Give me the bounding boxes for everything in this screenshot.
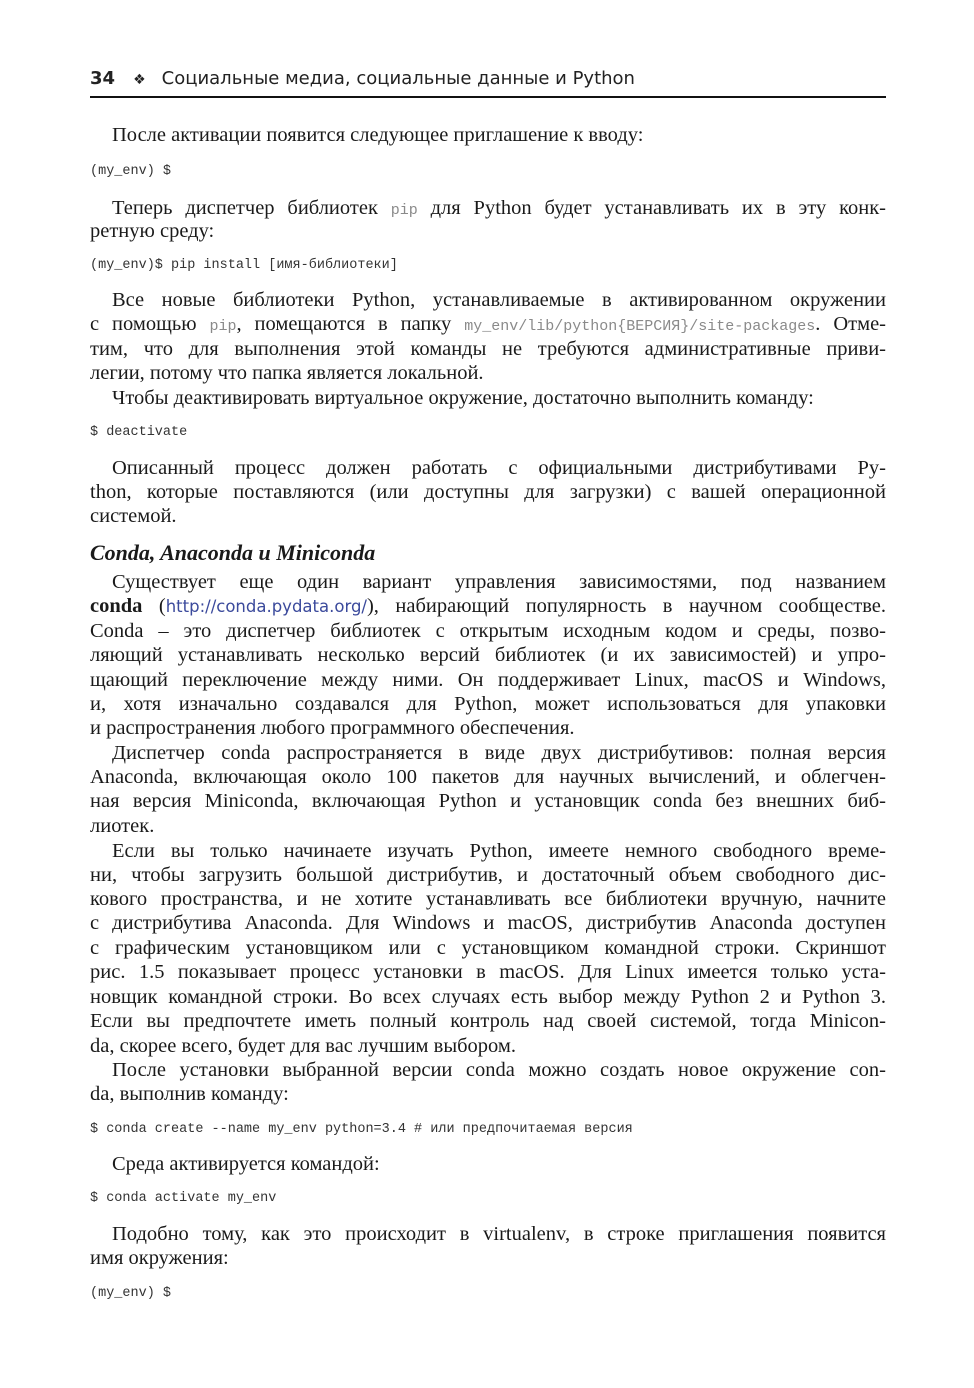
paragraph-line: [90, 692, 886, 716]
text-run: новщик командной строки. Во всех случаях есть выбор между Python 2 и Python 3.: [90, 986, 886, 1008]
text-run: с графическим установщиком или с установщиком командной строки. Скриншот: [90, 937, 886, 959]
code-line: [90, 421, 886, 445]
text-run: thon, которые поставляются (или доступны для загрузки) с вашей операционной: [90, 481, 886, 503]
text-run: ни, чтобы загрузить большой дистрибутив, и достаточный объем свободного дис-: [90, 864, 886, 886]
paragraph-line: [90, 1246, 886, 1270]
text-run: Если вы предпочтете иметь полный контроль над своей системой, тогда Minicon-: [90, 1010, 886, 1032]
text-run: (my_env) $: [90, 1286, 172, 1301]
text-run: Существует еще один вариант управления зависимостями, под названием: [112, 571, 886, 593]
running-header: [90, 68, 886, 96]
page-number: 34: [90, 68, 116, 89]
text-run: и распространения любого программного обеспечения.: [90, 717, 575, 739]
text-run: Описанный процесс должен работать с официальными дистрибутивами Py-: [112, 457, 886, 479]
text-run: тим, что для выполнения этой команды не требуются административные приви-: [90, 338, 886, 360]
bold-term: conda: [90, 595, 143, 617]
paragraph-line: [90, 936, 886, 960]
inline-code: my_env/lib/python{ВЕРСИЯ}/site-packages: [464, 318, 816, 335]
ornament-icon: ❖: [133, 72, 146, 88]
text-run: ), набирающий популярность в научном сообществе.: [366, 595, 886, 617]
code-line: [90, 254, 886, 278]
text-run: (my_env) $: [90, 164, 172, 179]
text-run: системой.: [90, 505, 177, 527]
text-run: Conda – это диспетчер библиотек с открытым исходным кодом и среды, позво-: [90, 620, 886, 642]
paragraph-line: [90, 219, 886, 243]
text-run: Теперь диспетчер библиотек: [112, 197, 391, 219]
paragraph-line: [90, 960, 886, 984]
running-title: Социальные медиа, социальные данные и Python: [161, 68, 635, 89]
paragraph-line: [90, 288, 886, 312]
paragraph-line: [90, 1058, 886, 1082]
paragraph-line: [90, 594, 886, 618]
paragraph-line: [90, 985, 886, 1009]
text-run: (my_env)$ pip install [имя-библиотеки]: [90, 258, 398, 273]
inline-code: pip: [390, 202, 418, 219]
paragraph-line: [90, 361, 886, 385]
paragraph-line: [90, 480, 886, 504]
paragraph-line: [90, 643, 886, 667]
paragraph-line: [90, 765, 886, 789]
paragraph-line: [90, 814, 886, 838]
paragraph-line: [90, 570, 886, 594]
paragraph-line: [90, 863, 886, 887]
paragraph-line: [90, 123, 886, 147]
paragraph-line: [90, 337, 886, 361]
text-run: (: [142, 595, 166, 617]
text-run: Все новые библиотеки Python, устанавливаемые в активированном окружении: [112, 289, 886, 311]
text-run: лиотек.: [90, 815, 155, 837]
text-run: щающий переключение между ними. Он поддерживает Linux, macOS и Windows,: [90, 669, 886, 691]
text-run: После установки выбранной версии conda можно создать новое окружение con-: [112, 1059, 886, 1081]
paragraph-line: [90, 312, 886, 336]
text-run: Если вы только начинаете изучать Python, имеете немного свободного време-: [112, 840, 886, 862]
text-run: кового пространства, и не хотите устанавливать все библиотеки вручную, начните: [90, 888, 886, 910]
paragraph-line: [90, 1009, 886, 1033]
section-heading: [90, 541, 886, 565]
paragraph-line: [90, 456, 886, 480]
paragraph-line: [90, 1152, 886, 1176]
paragraph-line: [90, 196, 886, 220]
text-run: Подобно тому, как это происходит в virtualenv, в строке приглашения появится: [112, 1223, 886, 1245]
paragraph-line: [90, 1222, 886, 1246]
paragraph-line: [90, 1034, 886, 1058]
header-rule: [90, 96, 886, 98]
text-run: da, выполнив команду:: [90, 1083, 289, 1105]
paragraph-line: [90, 716, 886, 740]
text-run: , помещаются в папку: [236, 313, 465, 335]
text-run: Среда активируется командой:: [112, 1153, 380, 1175]
paragraph-line: [90, 386, 886, 410]
paragraph-line: [90, 504, 886, 528]
text-run: ретную среду:: [90, 220, 215, 242]
paragraph-line: [90, 619, 886, 643]
paragraph-line: [90, 741, 886, 765]
text-run: и, хотя изначально создавался для Python, может использоваться для упаковки: [90, 693, 886, 715]
text-run: ляющий устанавливать несколько версий библиотек (и их зависимостей) и упро-: [90, 644, 886, 666]
text-run: рис. 1.5 показывает процесс установки в macOS. Для Linux имеется только уста-: [90, 961, 886, 983]
code-line: [90, 160, 886, 184]
paragraph-line: [90, 789, 886, 813]
text-run: Диспетчер conda распространяется в виде двух дистрибутивов: полная версия: [112, 742, 886, 764]
text-run: $ deactivate: [90, 425, 188, 440]
text-run: имя окружения:: [90, 1247, 229, 1269]
text-run: da, скорее всего, будет для вас лучшим выбором.: [90, 1035, 516, 1057]
text-run: $ conda activate my_env: [90, 1191, 277, 1206]
paragraph-line: [90, 911, 886, 935]
paragraph-line: [90, 887, 886, 911]
text-run: После активации появится следующее приглашение к вводу:: [112, 124, 644, 146]
code-line: [90, 1187, 886, 1211]
paragraph-line: [90, 668, 886, 692]
text-run: легии, потому что папка является локальной.: [90, 362, 484, 384]
text-run: с помощью: [90, 313, 210, 335]
code-line: [90, 1282, 886, 1306]
text-run: с дистрибутива Anaconda. Для Windows и macOS, дистрибутив Anaconda доступен: [90, 912, 886, 934]
text-run: ная версия Miniconda, включающая Python и установщик conda без внешних биб-: [90, 790, 886, 812]
code-line: [90, 1118, 886, 1142]
conda-link[interactable]: http://conda.pydata.org/: [165, 597, 367, 616]
text-run: Anaconda, включающая около 100 пакетов для научных вычислений, и облегчен-: [90, 766, 886, 788]
text-run: $ conda create --name my_env python=3.4 # или предпочитаемая версия: [90, 1122, 633, 1137]
text-run: . Отме-: [815, 313, 886, 335]
paragraph-line: [90, 1082, 886, 1106]
text-run: для Python будет устанавливать их в эту конк-: [417, 197, 886, 219]
inline-code: pip: [209, 318, 237, 335]
text-run: Чтобы деактивировать виртуальное окружение, достаточно выполнить команду:: [112, 387, 814, 409]
text-run: Conda, Anaconda и Miniconda: [90, 540, 376, 565]
paragraph-line: [90, 839, 886, 863]
